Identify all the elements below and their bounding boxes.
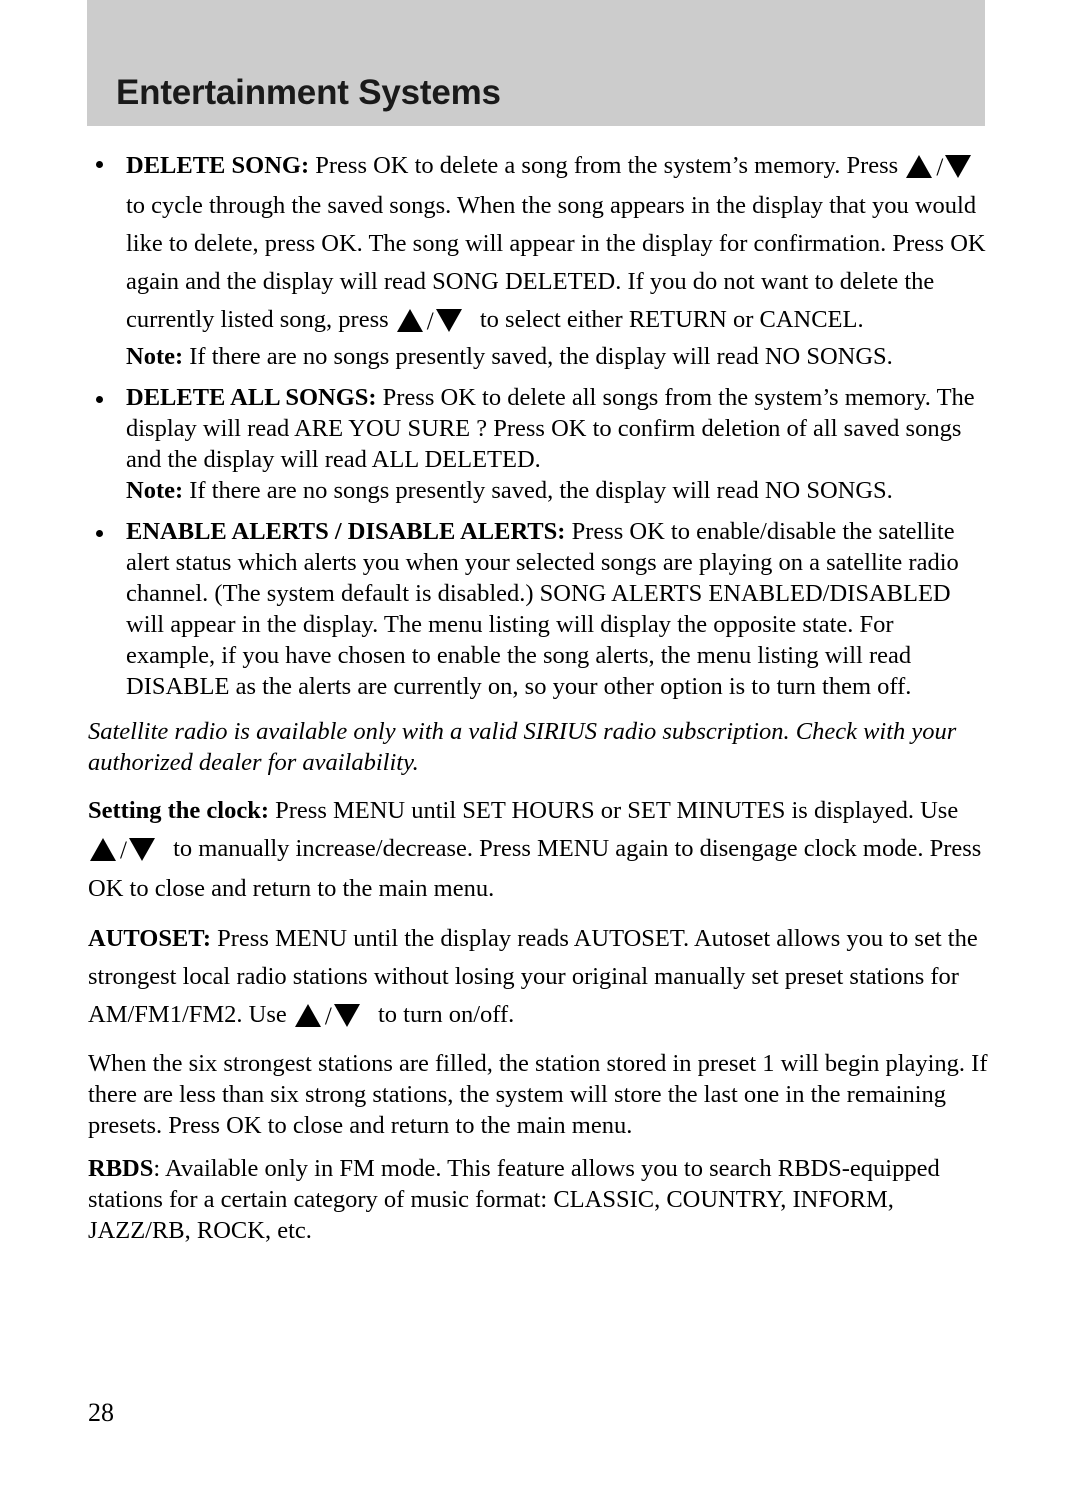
triangle-up-icon bbox=[906, 155, 932, 178]
page-number: 28 bbox=[88, 1398, 114, 1427]
section-text-part-1: : Available only in FM mode. This feature allows you to search RBDS-equipped stations for a certain category of music format: CLASSIC, COUNTRY, INFORM, JAZZ/RB, ROCK, etc. bbox=[88, 1155, 940, 1244]
bullet-heading: ENABLE ALERTS / DISABLE ALERTS: bbox=[126, 518, 566, 545]
section-heading: RBDS bbox=[88, 1155, 154, 1182]
triangle-down-icon bbox=[334, 1004, 360, 1027]
section-text-part-1: Press MENU until the display reads AUTOSET. Autoset allows you to set the strongest local radio stations without losing your original manually set preset stations for AM/FM1/FM2. Use bbox=[88, 925, 978, 1028]
bullet-dot-icon bbox=[96, 530, 103, 537]
triangle-up-icon bbox=[295, 1004, 321, 1027]
section-heading: Setting the clock: bbox=[88, 797, 269, 824]
triangle-separator: / bbox=[426, 308, 434, 335]
bullet-text-part-2: to cycle through the saved songs. When the song appears in the display that you would like to delete, press OK. The song will appear in the display for confirmation. Press OK again and the display will read SONG DELETED. If you do not want to delete the currently listed song, press bbox=[126, 192, 986, 333]
bullet-paragraph bbox=[126, 516, 988, 702]
page-title: Entertainment Systems bbox=[116, 73, 501, 112]
bullet-dot-icon bbox=[96, 161, 103, 168]
section-autoset bbox=[88, 920, 988, 1036]
up-down-triangle-pair bbox=[906, 149, 981, 187]
page-content bbox=[88, 147, 988, 1258]
triangle-separator: / bbox=[120, 837, 127, 864]
section-setting-the-clock bbox=[88, 792, 988, 908]
up-down-triangle-pair bbox=[397, 303, 472, 341]
up-down-triangle-pair bbox=[90, 832, 165, 870]
section-rbds bbox=[88, 1153, 988, 1246]
triangle-down-icon bbox=[945, 155, 971, 178]
bullet-heading: DELETE ALL SONGS: bbox=[126, 384, 377, 411]
bullet-text-part-3: to select either RETURN or CANCEL. bbox=[473, 306, 864, 333]
note-text: If there are no songs presently saved, the display will read NO SONGS. bbox=[183, 343, 893, 370]
list-item bbox=[88, 382, 988, 506]
bullet-text-part-1: Press OK to delete a song from the system’s memory. Press bbox=[309, 152, 905, 179]
bullet-heading: DELETE SONG: bbox=[126, 152, 310, 179]
note-label: Note: bbox=[126, 477, 184, 504]
section-heading: AUTOSET: bbox=[88, 925, 211, 952]
section-autoset-followup: When the six strongest stations are filled, the station stored in preset 1 will begin playing. If there are less than six strong stations, the system will store the last one in the remaining presets. Press OK to close and return to the main menu. bbox=[88, 1050, 988, 1139]
bullet-text-part-1: Press OK to delete all songs from the system’s memory. The display will read ARE YOU SURE ? Press OK to confirm deletion of all saved songs and the display will read ALL DELETED. bbox=[126, 384, 975, 473]
triangle-up-icon bbox=[90, 838, 116, 861]
bullet-note bbox=[126, 475, 988, 506]
up-down-triangle-pair bbox=[295, 998, 370, 1036]
list-item bbox=[88, 147, 988, 372]
section-text-part-2: to manually increase/decrease. Press MENU again to disengage clock mode. Press OK to close and return to the main menu. bbox=[88, 835, 982, 902]
bullet-text-part-1: Press OK to enable/disable the satellite alert status which alerts you when your selected songs are playing on a satellite radio channel. (The system default is disabled.) SONG ALERTS ENABLED/DISABLED will appear in the display. The menu listing will display the opposite state. For example, if you have chosen to enable the song alerts, the menu listing will read DISABLE as the alerts are currently on, so your other option is to turn them off. bbox=[126, 518, 959, 700]
triangle-down-icon bbox=[129, 838, 155, 861]
triangle-separator: / bbox=[324, 1003, 332, 1030]
bullet-paragraph bbox=[126, 147, 988, 341]
triangle-up-icon bbox=[397, 309, 423, 332]
note-label: Note: bbox=[126, 343, 184, 370]
bullet-note bbox=[126, 341, 988, 372]
section-text-part-2: to turn on/off. bbox=[371, 1001, 515, 1028]
bullet-paragraph bbox=[126, 382, 988, 475]
bullet-dot-icon bbox=[96, 396, 103, 403]
note-text: If there are no songs presently saved, the display will read NO SONGS. bbox=[183, 477, 893, 504]
satellite-availability-note: Satellite radio is available only with a valid SIRIUS radio subscription. Check with your authorized dealer for availability. bbox=[88, 718, 957, 776]
page-header-band bbox=[87, 0, 985, 126]
section-text-part-1: Press MENU until SET HOURS or SET MINUTES is displayed. Use bbox=[269, 797, 959, 824]
triangle-down-icon bbox=[436, 309, 462, 332]
list-item bbox=[88, 516, 988, 702]
triangle-separator: / bbox=[936, 154, 944, 181]
